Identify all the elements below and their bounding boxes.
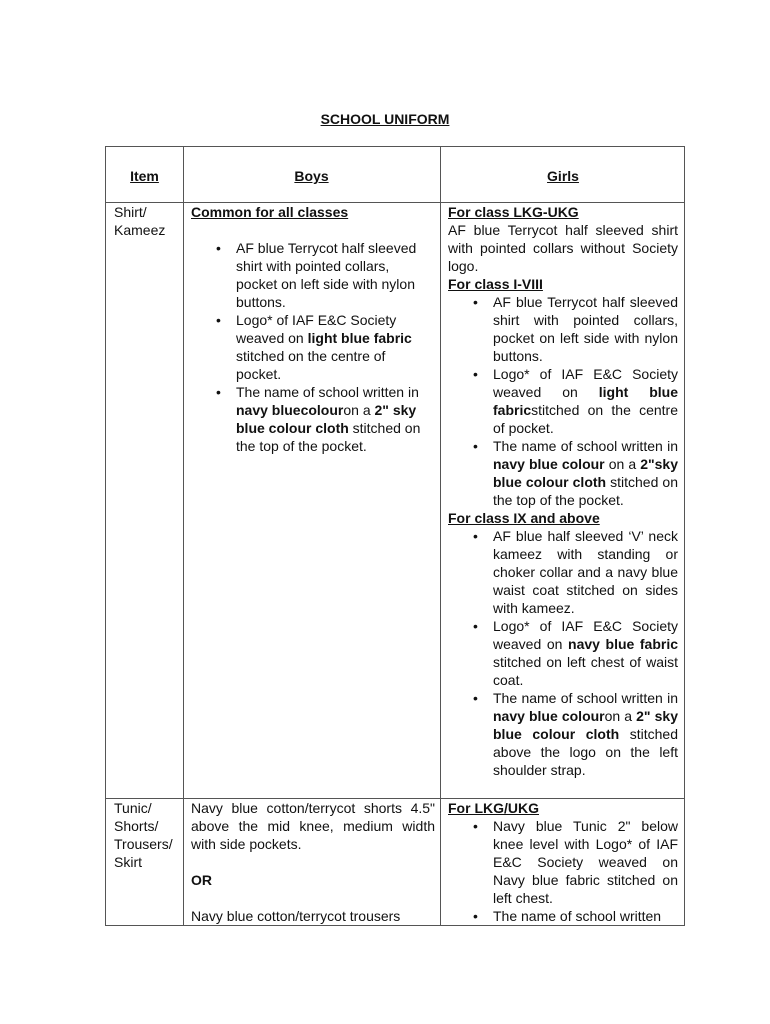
boys-heading: Common for all classes bbox=[191, 204, 349, 220]
row1-item-line: Kameez bbox=[114, 222, 166, 238]
row2-item bbox=[114, 799, 180, 871]
list-item: • The name of school written in navy blue colouron a 2" sky blue colour cloth stitched above the logo on the left shoulder strap. bbox=[473, 690, 679, 778]
row1-item-line: Shirt/ bbox=[114, 204, 147, 220]
list-item: • AF blue half sleeved ‘V’ neck kameez with standing or choker collar and a navy blue waist coat stitched on sides with kameez. bbox=[473, 528, 678, 616]
col-divider-1 bbox=[183, 147, 184, 925]
col-divider-2 bbox=[440, 147, 441, 925]
row2-girls bbox=[448, 799, 678, 925]
list-item: • The name of school written bbox=[473, 908, 662, 924]
row2-boys bbox=[191, 799, 435, 925]
row1-girls bbox=[448, 203, 678, 779]
header-item: Item bbox=[130, 168, 159, 184]
boys-shorts-text: Navy blue cotton/terrycot shorts 4.5" above the mid knee, medium width with side pockets. bbox=[191, 800, 435, 852]
list-item: • Logo* of IAF E&C Society weaved on light blue fabricstitched on the centre of pocket. bbox=[473, 366, 679, 436]
girls-heading-ix: For class IX and above bbox=[448, 510, 600, 526]
girls-heading-i-viii: For class I-VIII bbox=[448, 276, 543, 292]
row2-item-line: Trousers/ bbox=[114, 836, 173, 852]
boys-bullets bbox=[216, 239, 433, 455]
header-girls: Girls bbox=[547, 168, 579, 184]
boys-trousers-text: Navy blue cotton/terrycot trousers bbox=[191, 908, 401, 924]
header-boys: Boys bbox=[294, 168, 329, 184]
girls-lkg-text: AF blue Terrycot half sleeved shirt with pointed collars without Society logo. bbox=[448, 222, 678, 274]
list-item: • The name of school written in navy blue colour on a 2"sky blue colour cloth stitched on the top of the pocket. bbox=[473, 438, 679, 508]
list-item: • Navy blue Tunic 2" below knee level with Logo* of IAF E&C Society weaved on Navy blue fabric stitched on left chest. bbox=[473, 818, 678, 906]
list-item: • Logo* of IAF E&C Society weaved on navy blue fabric stitched on left chest of waist coat. bbox=[473, 618, 679, 688]
list-item: • AF blue Terrycot half sleeved shirt with pointed collars, pocket on left side with nylon buttons. bbox=[473, 294, 678, 364]
girls-heading-lkg: For class LKG-UKG bbox=[448, 204, 579, 220]
list-item: • The name of school written in navy bluecolouron a 2" sky blue colour cloth stitched on the top of the pocket. bbox=[216, 384, 421, 454]
uniform-table bbox=[105, 146, 685, 926]
girls-i-viii-bullets bbox=[473, 293, 679, 509]
boys-or-label: OR bbox=[191, 872, 212, 888]
row2-item-line: Tunic/ bbox=[114, 800, 152, 816]
list-item: • AF blue Terrycot half sleeved shirt with pointed collars, pocket on left side with nylon buttons. bbox=[216, 240, 417, 310]
girls-ix-bullets bbox=[473, 527, 679, 779]
girls-tunic-bullets bbox=[473, 817, 678, 925]
row1-item bbox=[114, 203, 180, 239]
girls-heading-lkg-ukg: For LKG/UKG bbox=[448, 800, 539, 816]
page-title: SCHOOL UNIFORM bbox=[320, 111, 450, 127]
row2-item-line: Skirt bbox=[114, 854, 142, 870]
row1-boys bbox=[191, 203, 433, 455]
row2-item-line: Shorts/ bbox=[114, 818, 159, 834]
list-item: • Logo* of IAF E&C Society weaved on light blue fabric stitched on the centre of pocket. bbox=[216, 312, 412, 382]
